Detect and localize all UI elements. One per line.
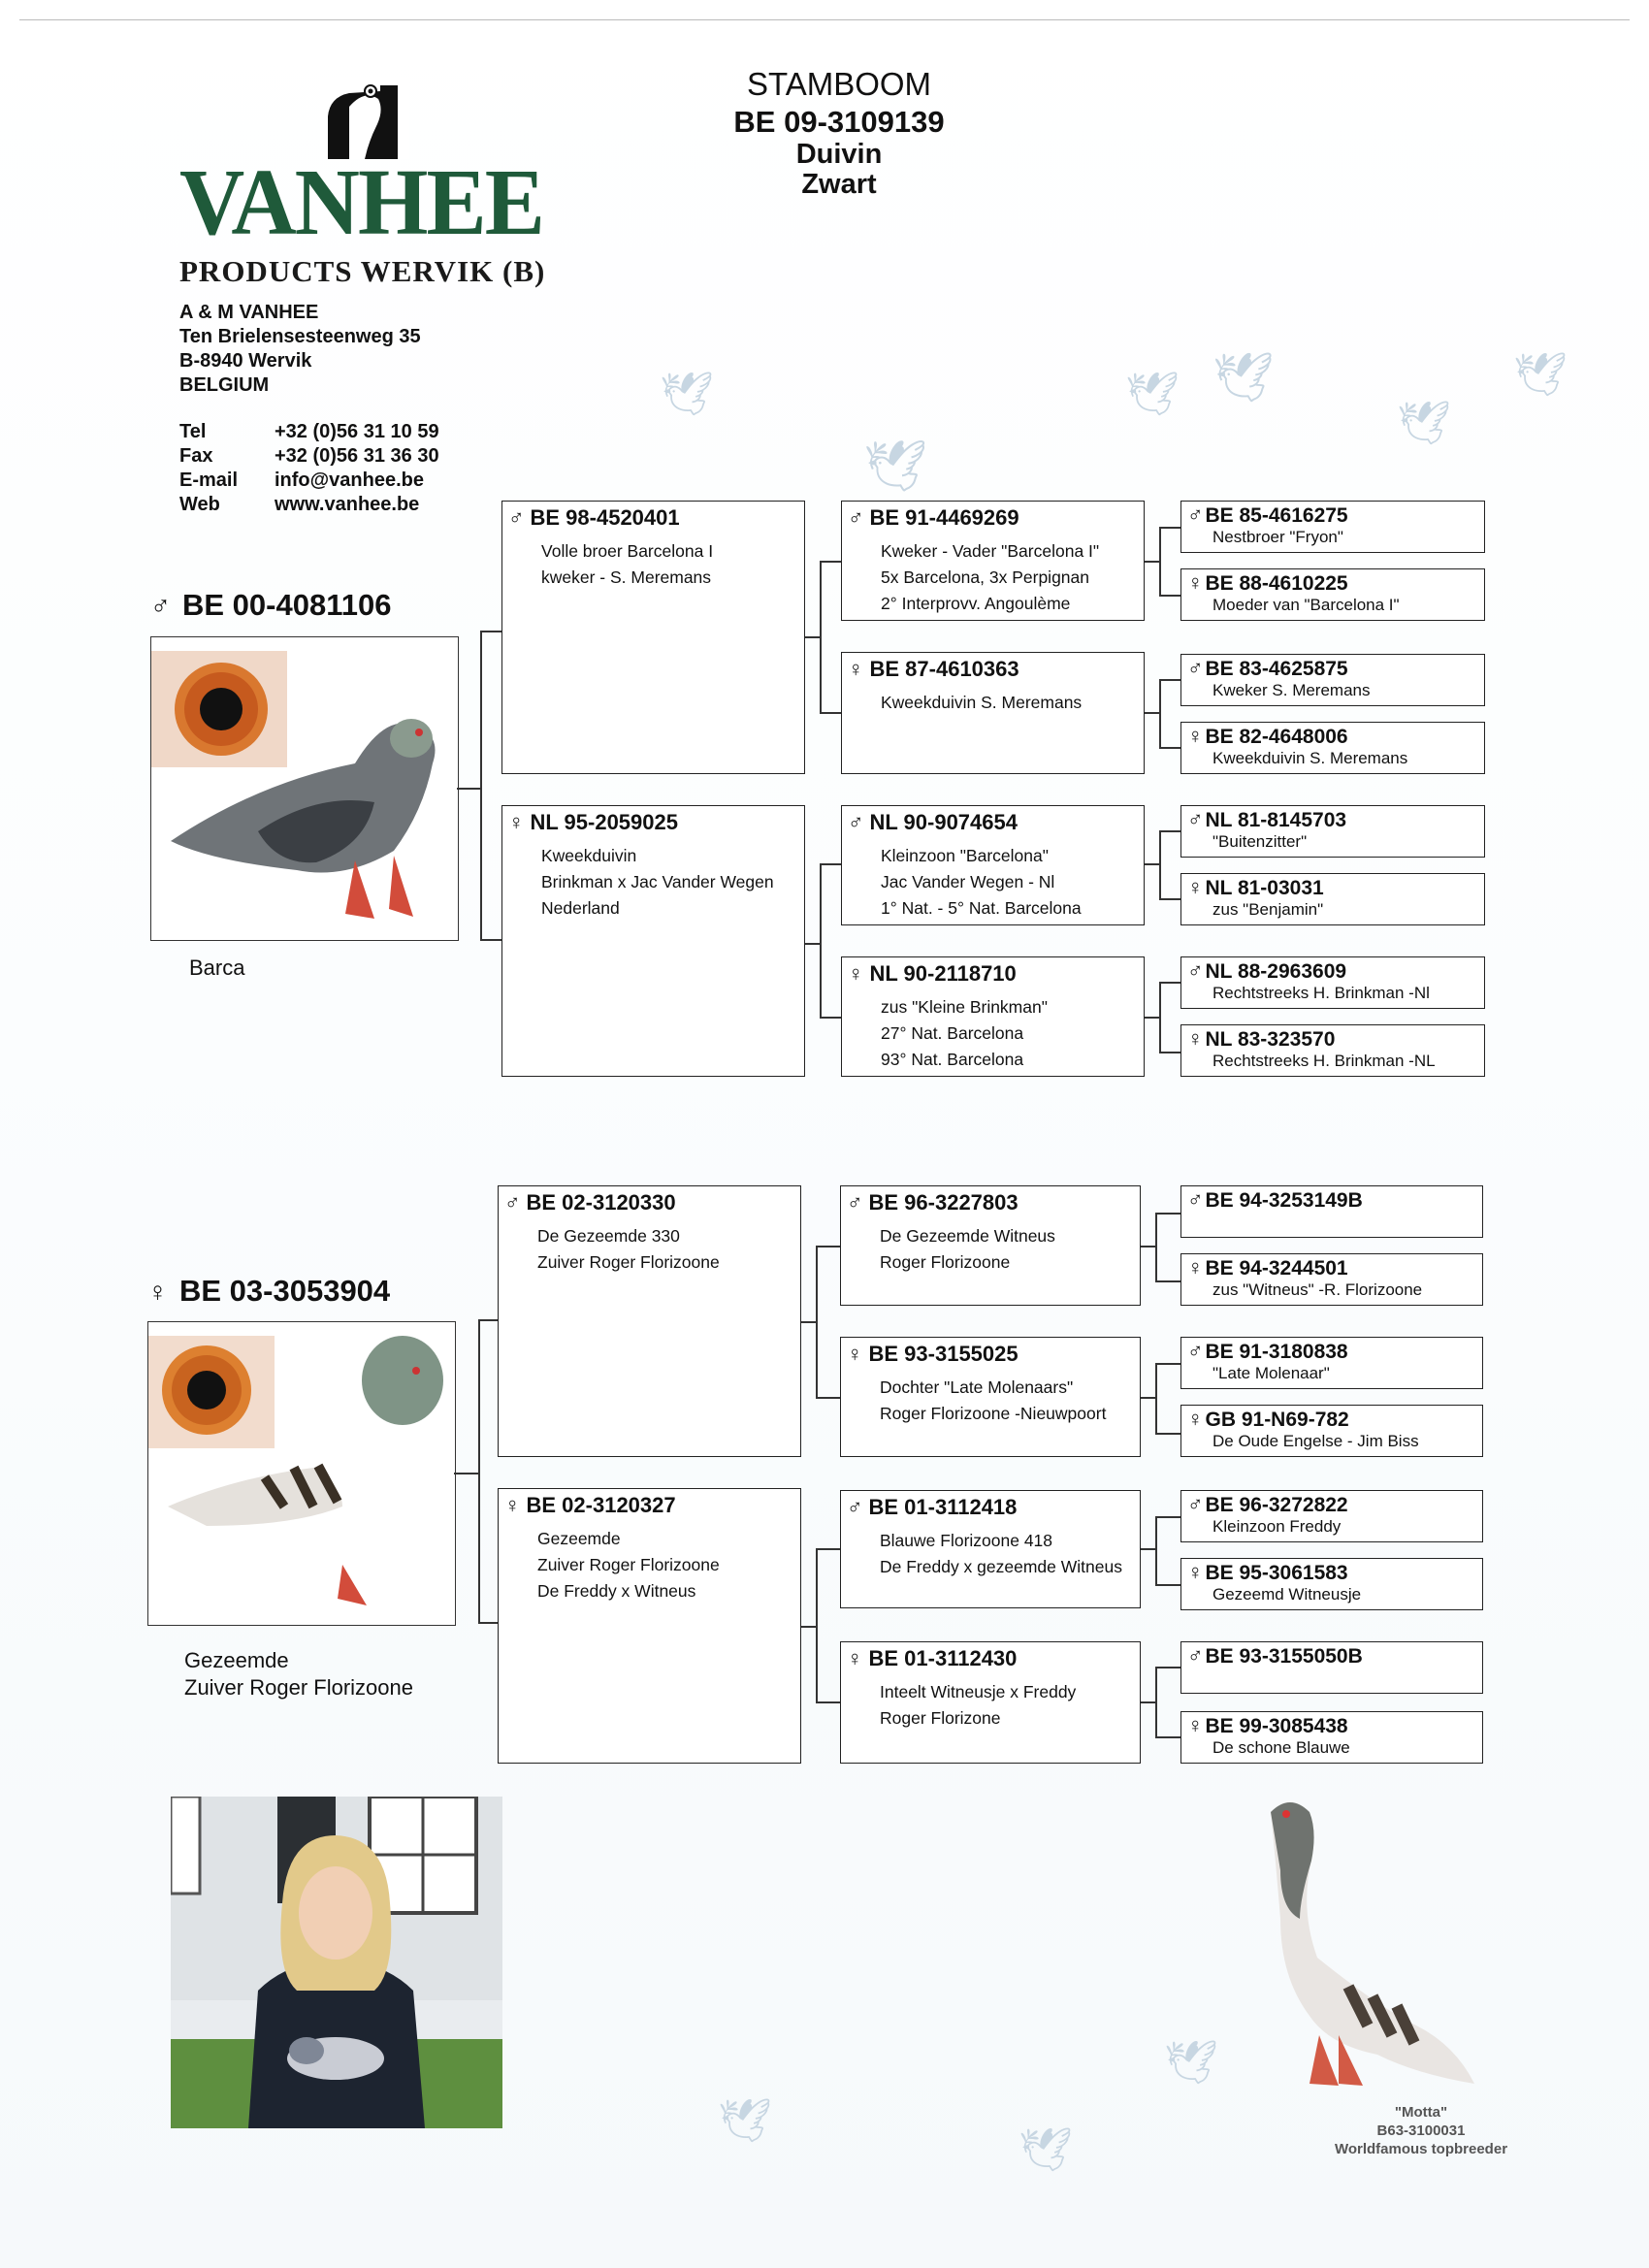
male-icon: ♂	[847, 1495, 863, 1519]
connector-line	[1155, 1667, 1157, 1738]
web-link[interactable]: www.vanhee.be	[275, 494, 420, 515]
connector-line	[1159, 527, 1161, 597]
ring-number: BE 94-3253149B	[1205, 1189, 1363, 1212]
pedigree-note: Roger Florizoone -Nieuwpoort	[880, 1404, 1107, 1423]
caption-line: B63-3100031	[1376, 2122, 1466, 2139]
connector-line	[820, 863, 841, 865]
connector-line	[1159, 898, 1180, 900]
connector-line	[1155, 1213, 1157, 1282]
connector-line	[820, 863, 822, 1019]
male-icon: ♂	[1187, 502, 1204, 527]
ring-number: BE 91-4469269	[869, 505, 1019, 530]
grandparent-box[interactable]	[841, 652, 1145, 774]
contact-label: Web	[179, 494, 220, 515]
dam-dam-box[interactable]	[498, 1488, 801, 1764]
grandparent-box[interactable]	[841, 956, 1145, 1077]
connector-line	[1155, 1363, 1180, 1365]
sire-photo	[150, 636, 459, 941]
female-icon: ♀	[847, 1342, 863, 1366]
male-icon: ♂	[1187, 656, 1204, 680]
connector-line	[805, 943, 821, 945]
female-icon: ♀	[1187, 724, 1204, 748]
connector-line	[820, 712, 841, 714]
email-link[interactable]: info@vanhee.be	[275, 470, 424, 491]
address-line: BELGIUM	[179, 374, 270, 396]
ring-number: BE 87-4610363	[869, 657, 1019, 681]
connector-line	[1159, 830, 1180, 832]
great-grandparent-box[interactable]	[1180, 654, 1485, 706]
connector-line	[820, 561, 822, 714]
great-grandparent-box[interactable]	[1180, 1337, 1483, 1389]
great-grandparent-box[interactable]	[1180, 1024, 1485, 1077]
background-bird-icon: 🕊	[660, 371, 714, 418]
male-icon: ♂	[504, 1190, 521, 1215]
connector-line	[1155, 1667, 1180, 1669]
ring-number: BE 96-3227803	[868, 1190, 1018, 1215]
connector-line	[1159, 747, 1180, 749]
pedigree-note: 2° Interprovv. Angoulème	[881, 594, 1071, 613]
connector-line	[1159, 527, 1180, 529]
female-icon: ♀	[1187, 1560, 1204, 1584]
connector-line	[1155, 1584, 1180, 1586]
pedigree-note: Kleinzoon "Barcelona"	[881, 846, 1049, 865]
contact-value: +32 (0)56 31 10 59	[275, 421, 439, 442]
sire-sire-box[interactable]	[501, 501, 805, 774]
background-bird-icon: 🕊	[1125, 371, 1180, 418]
pedigree-note: Nestbroer "Fryon"	[1212, 528, 1343, 546]
connector-line	[1145, 712, 1160, 714]
background-bird-icon: 🕊	[718, 2097, 772, 2145]
dam-ring-number: BE 03-3053904	[179, 1274, 391, 1308]
male-icon: ♂	[848, 505, 864, 530]
female-icon: ♀	[1187, 1026, 1204, 1051]
grandparent-box[interactable]	[841, 805, 1145, 925]
female-icon: ♀	[1187, 1255, 1204, 1280]
ring-number: BE 91-3180838	[1205, 1341, 1348, 1363]
caption-line: Gezeemde	[184, 1648, 289, 1672]
caption-line: Zuiver Roger Florizoone	[184, 1675, 413, 1700]
great-grandparent-box[interactable]	[1180, 1405, 1483, 1457]
dam-sire-box[interactable]	[498, 1185, 801, 1457]
great-grandparent-box[interactable]	[1180, 1253, 1483, 1306]
ring-number: BE 02-3120330	[526, 1190, 676, 1215]
male-icon: ♂	[508, 505, 525, 530]
logo-wordmark[interactable]: VANHEE	[179, 150, 543, 255]
ring-number: BE 93-3155050B	[1205, 1645, 1363, 1668]
pigeon-ring-number: BE 09-3109139	[733, 105, 945, 139]
company-contacts	[179, 420, 439, 517]
connector-line	[1159, 679, 1180, 681]
connector-line	[457, 788, 481, 790]
great-grandparent-box[interactable]	[1180, 568, 1485, 621]
connector-line	[1145, 863, 1160, 865]
male-icon: ♂	[847, 1190, 863, 1215]
pedigree-note: 93° Nat. Barcelona	[881, 1050, 1024, 1069]
pedigree-note: Dochter "Late Molenaars"	[880, 1377, 1074, 1397]
pedigree-note: Gezeemde	[537, 1529, 621, 1548]
ring-number: NL 88-2963609	[1205, 960, 1347, 983]
connector-line	[1155, 1280, 1180, 1282]
connector-line	[801, 1321, 817, 1323]
great-grandparent-box[interactable]	[1180, 805, 1485, 858]
background-bird-icon: 🕊	[863, 438, 928, 495]
contact-row-fax	[179, 444, 439, 469]
pedigree-note: Kleinzoon Freddy	[1212, 1517, 1342, 1536]
pedigree-note: De Oude Engelse - Jim Biss	[1212, 1432, 1419, 1450]
connector-line	[816, 1397, 840, 1399]
connector-line	[816, 1548, 818, 1703]
ring-number: BE 02-3120327	[526, 1493, 676, 1517]
great-grandparent-box[interactable]	[1180, 501, 1485, 553]
pedigree-note: De Gezeemde 330	[537, 1226, 680, 1246]
ring-number: NL 90-9074654	[869, 810, 1018, 834]
pedigree-note: Zuiver Roger Florizoone	[537, 1555, 720, 1574]
sire-ring-number: BE 00-4081106	[182, 588, 392, 622]
background-bird-icon: 🕊	[1164, 2039, 1218, 2087]
great-grandparent-box[interactable]	[1180, 722, 1485, 774]
pedigree-note: kweker - S. Meremans	[541, 567, 712, 587]
connector-line	[1155, 1433, 1180, 1435]
connector-line	[1159, 679, 1161, 749]
connector-line	[480, 939, 501, 941]
pedigree-note: Gezeemd Witneusje	[1212, 1585, 1362, 1604]
connector-line	[454, 1473, 479, 1474]
female-icon: ♀	[1187, 875, 1204, 899]
contact-value: +32 (0)56 31 36 30	[275, 445, 439, 467]
connector-line	[805, 636, 821, 638]
female-icon: ♀	[504, 1493, 521, 1517]
male-icon: ♂	[1187, 1187, 1204, 1212]
female-icon: ♀	[147, 1277, 168, 1307]
female-icon: ♀	[1187, 1407, 1204, 1431]
female-icon: ♀	[508, 810, 525, 834]
top-border	[19, 19, 1630, 20]
connector-line	[816, 1701, 840, 1703]
background-bird-icon: 🕊	[1212, 350, 1275, 405]
pedigree-note: 27° Nat. Barcelona	[881, 1023, 1024, 1043]
grandparent-box[interactable]	[840, 1337, 1141, 1457]
connector-line	[1155, 1516, 1157, 1586]
motta-caption	[1300, 2103, 1542, 2158]
ring-number: BE 99-3085438	[1205, 1715, 1348, 1737]
pedigree-note: De Freddy x gezeemde Witneus	[880, 1557, 1122, 1576]
male-icon: ♂	[1187, 1492, 1204, 1516]
company-address	[179, 301, 421, 398]
ring-number: NL 83-323570	[1205, 1028, 1336, 1051]
grandparent-box[interactable]	[840, 1490, 1141, 1608]
great-grandparent-box[interactable]	[1180, 1185, 1483, 1238]
great-grandparent-box[interactable]	[1180, 1641, 1483, 1694]
ring-number: BE 95-3061583	[1205, 1562, 1348, 1584]
pedigree-note: zus "Kleine Brinkman"	[881, 997, 1048, 1017]
contact-label: Tel	[179, 421, 207, 442]
female-icon: ♀	[848, 657, 864, 681]
connector-line	[1141, 1548, 1156, 1550]
connector-line	[478, 1319, 480, 1624]
ring-number: BE 96-3272822	[1205, 1494, 1348, 1516]
pigeon-sex: Duivin	[795, 139, 883, 170]
ring-number: NL 81-03031	[1205, 877, 1324, 899]
connector-line	[1155, 1736, 1180, 1738]
pedigree-note: 1° Nat. - 5° Nat. Barcelona	[881, 898, 1082, 918]
sire-dam-box[interactable]	[501, 805, 805, 1077]
pedigree-note: Rechtstreeks H. Brinkman -NL	[1212, 1052, 1436, 1070]
dam-photo	[147, 1321, 456, 1626]
male-icon: ♂	[1187, 1643, 1204, 1668]
connector-line	[480, 631, 482, 941]
grandparent-box[interactable]	[840, 1185, 1141, 1306]
female-icon: ♀	[1187, 570, 1204, 595]
ring-number: GB 91-N69-782	[1205, 1409, 1349, 1431]
great-grandparent-box[interactable]	[1180, 873, 1485, 925]
pedigree-note: Nederland	[541, 898, 620, 918]
ring-number: NL 81-8145703	[1205, 809, 1347, 831]
ring-number: BE 88-4610225	[1205, 572, 1348, 595]
connector-line	[1159, 982, 1161, 1053]
pedigree-note: Kweker S. Meremans	[1212, 681, 1371, 699]
female-icon: ♀	[847, 1646, 863, 1670]
pigeon-color: Zwart	[801, 169, 877, 200]
logo-pigeon-icon	[320, 78, 409, 159]
address-line: A & M VANHEE	[179, 302, 319, 323]
pedigree-note: Kweekduivin	[541, 846, 637, 865]
motta-pigeon-image	[1242, 1793, 1484, 2103]
ring-number: NL 95-2059025	[530, 810, 678, 834]
connector-line	[1155, 1213, 1180, 1215]
grandparent-box[interactable]	[841, 501, 1145, 621]
connector-line	[478, 1622, 498, 1624]
pedigree-note: Kweekduivin S. Meremans	[1212, 749, 1408, 767]
logo-subtitle: PRODUCTS WERVIK (B)	[179, 254, 546, 288]
connector-line	[816, 1548, 840, 1550]
ring-number: BE 85-4616275	[1205, 504, 1348, 527]
connector-line	[820, 1017, 841, 1019]
pedigree-note: Zuiver Roger Florizoone	[537, 1252, 720, 1272]
contact-label: Fax	[179, 445, 213, 467]
pedigree-note: Inteelt Witneusje x Freddy	[880, 1682, 1077, 1701]
pedigree-note: Roger Florizone	[880, 1708, 1001, 1728]
male-icon: ♂	[1187, 807, 1204, 831]
breeder-portrait-photo	[171, 1797, 502, 2128]
pedigree-note: Blauwe Florizoone 418	[880, 1531, 1053, 1550]
great-grandparent-box[interactable]	[1180, 1490, 1483, 1542]
pedigree-note: Brinkman x Jac Vander Wegen	[541, 872, 774, 891]
pedigree-note: Kweker - Vader "Barcelona I"	[881, 541, 1100, 561]
ring-number: BE 01-3112430	[868, 1646, 1018, 1670]
address-line: B-8940 Wervik	[179, 350, 312, 372]
pedigree-note: De Freddy x Witneus	[537, 1581, 696, 1601]
background-bird-icon: 🕊	[1397, 400, 1451, 447]
contact-row-email	[179, 469, 439, 493]
grandparent-box[interactable]	[840, 1641, 1141, 1764]
connector-line	[1159, 982, 1180, 984]
connector-line	[1145, 1017, 1160, 1019]
female-icon: ♀	[1187, 1713, 1204, 1737]
connector-line	[820, 561, 841, 563]
pedigree-note: "Buitenzitter"	[1212, 832, 1308, 851]
sire-ring	[150, 588, 391, 623]
background-bird-icon: 🕊	[1513, 351, 1568, 399]
pedigree-note: Kweekduivin S. Meremans	[881, 693, 1083, 712]
ring-number: NL 90-2118710	[869, 961, 1017, 986]
connector-line	[1155, 1516, 1180, 1518]
female-icon: ♀	[848, 961, 864, 986]
caption-line: "Motta"	[1394, 2104, 1448, 2121]
pedigree-note: "Late Molenaar"	[1212, 1364, 1330, 1382]
dam-caption	[184, 1647, 413, 1701]
pedigree-note: zus "Benjamin"	[1212, 900, 1324, 919]
pedigree-note: zus "Witneus" -R. Florizoone	[1212, 1280, 1423, 1299]
ring-number: BE 94-3244501	[1205, 1257, 1348, 1280]
caption-line: Barca	[189, 956, 245, 980]
great-grandparent-box[interactable]	[1180, 1558, 1483, 1610]
ring-number: BE 01-3112418	[868, 1495, 1018, 1519]
pedigree-note: De Gezeemde Witneus	[880, 1226, 1055, 1246]
male-icon: ♂	[1187, 958, 1204, 983]
connector-line	[480, 631, 501, 632]
male-icon: ♂	[848, 810, 864, 834]
pedigree-note: 5x Barcelona, 3x Perpignan	[881, 567, 1089, 587]
connector-line	[801, 1626, 817, 1628]
connector-line	[1159, 1052, 1180, 1053]
ring-number: BE 93-3155025	[868, 1342, 1018, 1366]
male-icon: ♂	[150, 591, 171, 621]
contact-row-tel	[179, 420, 439, 444]
connector-line	[1159, 830, 1161, 900]
pedigree-note: Roger Florizoone	[880, 1252, 1011, 1272]
pedigree-note: Jac Vander Wegen - Nl	[881, 872, 1055, 891]
contact-label: E-mail	[179, 470, 239, 491]
pedigree-note: De schone Blauwe	[1212, 1738, 1350, 1757]
connector-line	[816, 1246, 818, 1399]
ring-number: BE 83-4625875	[1205, 658, 1348, 680]
male-icon: ♂	[1187, 1339, 1204, 1363]
ring-number: BE 98-4520401	[530, 505, 680, 530]
pedigree-title-block	[669, 66, 1009, 200]
sire-caption	[189, 955, 244, 982]
connector-line	[1159, 595, 1180, 597]
great-grandparent-box[interactable]	[1180, 1711, 1483, 1764]
caption-line: Worldfamous topbreeder	[1334, 2141, 1508, 2157]
address-line: Ten Brielensesteenweg 35	[179, 326, 421, 347]
connector-line	[1155, 1363, 1157, 1435]
pedigree-note: Rechtstreeks H. Brinkman -Nl	[1212, 984, 1430, 1002]
contact-row-web	[179, 493, 439, 517]
great-grandparent-box[interactable]	[1180, 956, 1485, 1009]
connector-line	[1141, 1701, 1156, 1703]
connector-line	[478, 1319, 498, 1321]
background-bird-icon: 🕊	[1018, 2126, 1073, 2174]
ring-number: BE 82-4648006	[1205, 726, 1348, 748]
connector-line	[1145, 561, 1160, 563]
connector-line	[1141, 1246, 1156, 1247]
pedigree-note: Volle broer Barcelona I	[541, 541, 714, 561]
connector-line	[816, 1246, 840, 1247]
pedigree-note: Moeder van "Barcelona I"	[1212, 596, 1400, 614]
page-title: STAMBOOM	[746, 66, 932, 102]
connector-line	[1141, 1397, 1156, 1399]
dam-ring	[147, 1274, 390, 1309]
